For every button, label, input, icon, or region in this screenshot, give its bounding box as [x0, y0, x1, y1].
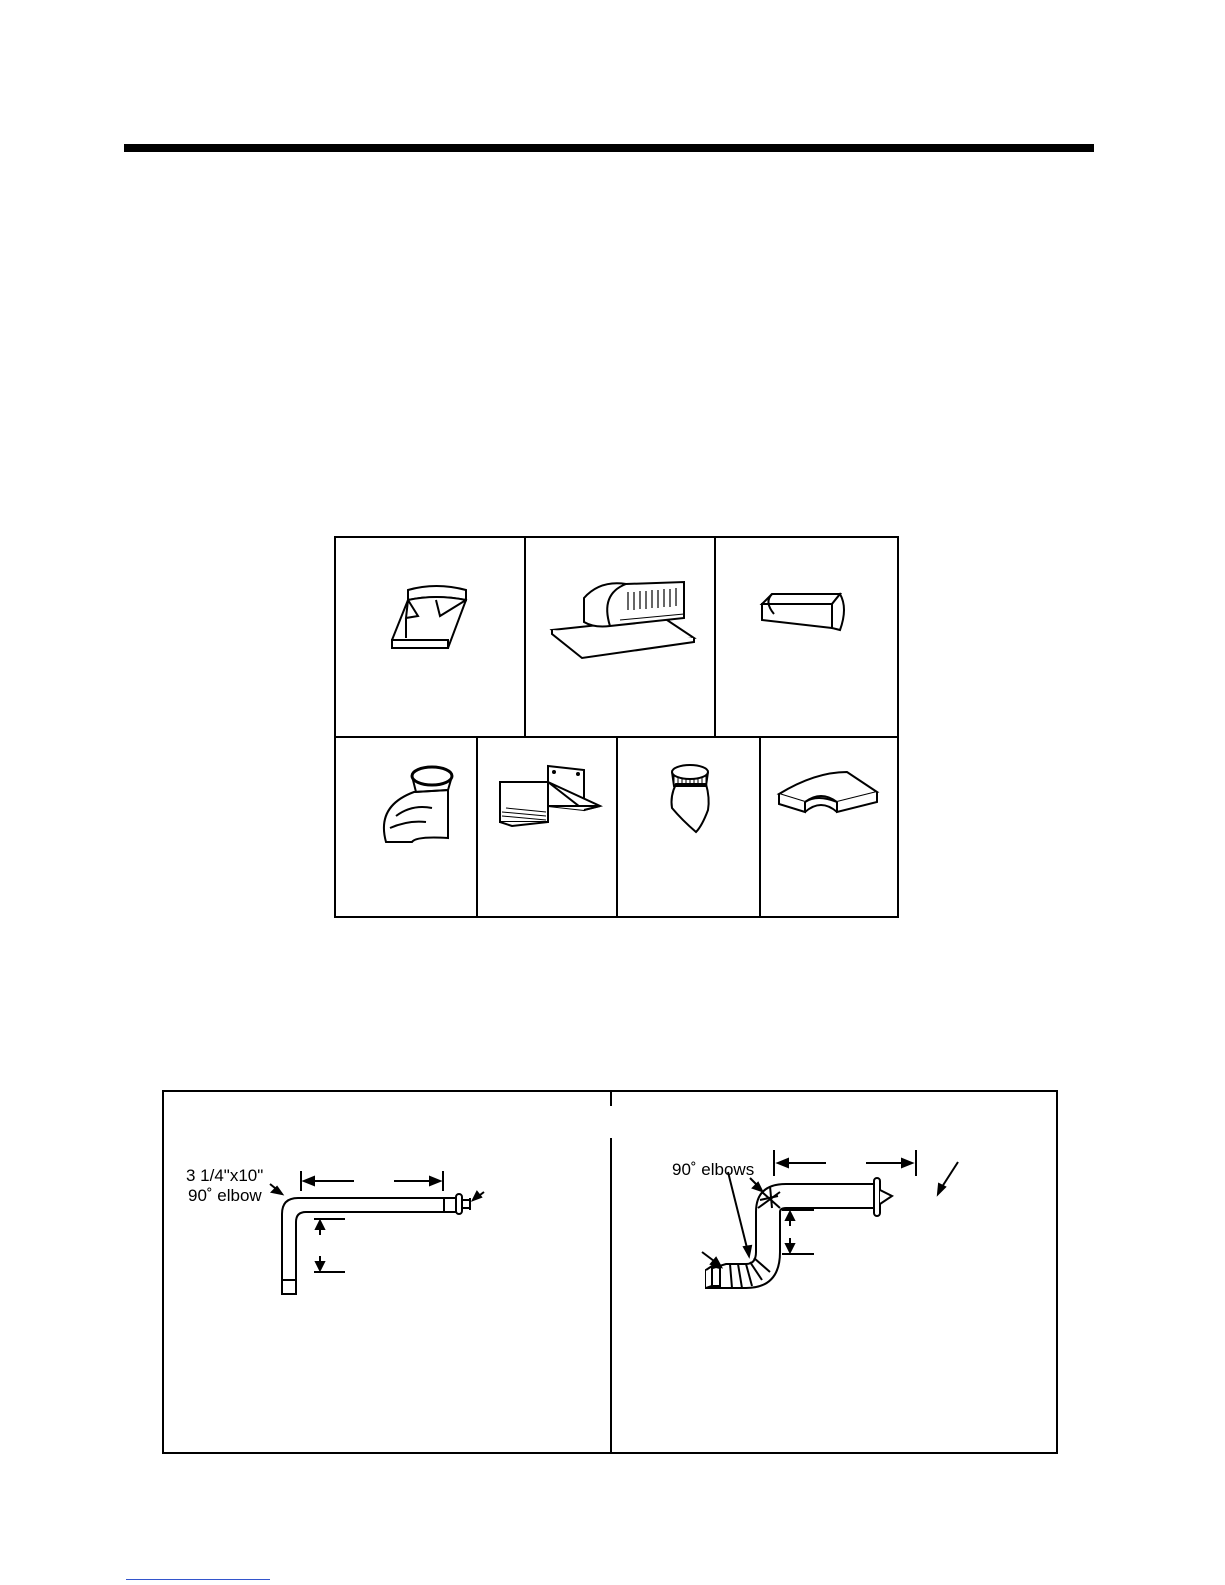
part-cell-round-45-elbow: [616, 736, 759, 916]
header-rule: [124, 144, 1094, 152]
round-45-elbow-icon: [616, 736, 759, 916]
footer-link-underline[interactable]: [126, 1579, 270, 1580]
example-left-diagram: [164, 1092, 610, 1452]
part-cell-roof-cap: [524, 538, 714, 736]
roof-cap-icon: [524, 538, 714, 736]
right-elbows-label: 90˚ elbows: [672, 1160, 755, 1179]
ducting-parts-table: [334, 536, 899, 918]
ducting-examples-box: [162, 1090, 1058, 1454]
rectangular-90-elbow-icon: [759, 736, 897, 916]
left-elbow-label-line1: 3 1/4"x10": [186, 1166, 264, 1185]
part-cell-wall-cap: [476, 736, 616, 916]
rectangular-duct-icon: [714, 538, 897, 736]
part-cell-rect-90-elbow: [759, 736, 897, 916]
part-cell-rect-duct: [714, 538, 897, 736]
round-90-elbow-icon: [336, 736, 476, 916]
wall-cap-icon: [476, 736, 616, 916]
part-cell-round-90-elbow: [336, 736, 476, 916]
rectangular-to-round-transition-icon: [336, 538, 524, 736]
left-elbow-label-line2: 90˚ elbow: [188, 1186, 262, 1205]
part-cell-transition: [336, 538, 524, 736]
example-right-diagram: [610, 1092, 1056, 1452]
